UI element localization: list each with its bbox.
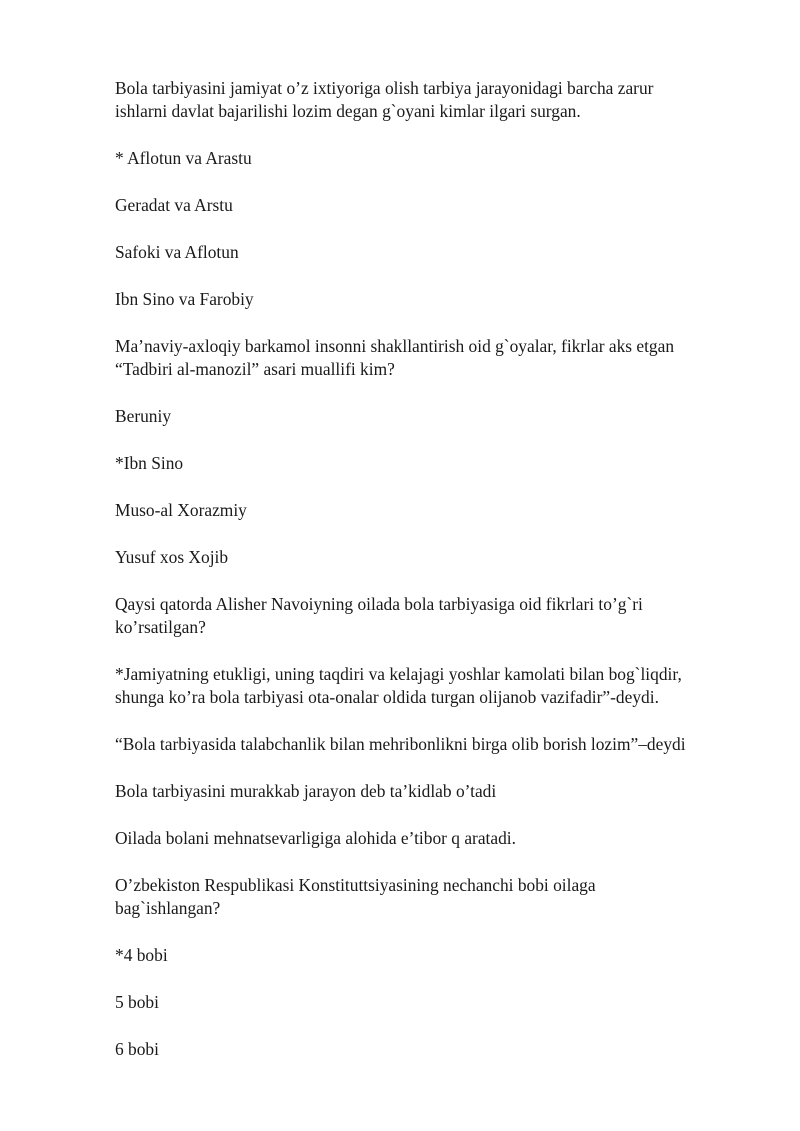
question-line: bag`ishlangan? [115,898,221,918]
answer-line: shunga ko’ra bola tarbiyasi ota-onalar oldida turgan olijanob vazifadir”-deydi. [115,687,659,707]
question-text [115,77,745,123]
question-line: O’zbekiston Respublikasi Konstituttsiyasining nechanchi bobi oilaga [115,875,596,895]
question-text [115,593,745,639]
answer-option: Safoki va Aflotun [115,242,239,262]
answer-option: * Aflotun va Arastu [115,148,252,168]
answer-option: 6 bobi [115,1039,159,1059]
question-line: Bola tarbiyasini jamiyat o’z ixtiyoriga olish tarbiya jarayonidagi barcha zarur [115,78,654,98]
answer-option [115,733,745,756]
answer-line: Oilada bolani mehnatsevarligiga alohida e’tibor q aratadi. [115,828,516,848]
answer-option: Yusuf xos Xojib [115,547,229,567]
answer-option [115,780,745,803]
question-line: Ma’naviy-axloqiy barkamol insonni shakllantirish oid g`oyalar, fikrlar aks etgan [115,336,675,356]
answer-option: Geradat va Arstu [115,195,233,215]
question-text [115,874,745,920]
question-line: ko’rsatilgan? [115,617,206,637]
answer-line: “Bola tarbiyasida talabchanlik bilan mehribonlikni birga olib borish lozim”–deydi [115,734,686,754]
question-text [115,335,745,381]
answer-option: *Ibn Sino [115,453,184,473]
answer-option: Beruniy [115,406,172,426]
document-body [115,77,745,1085]
question-line: “Tadbiri al-manozil” asari muallifi kim? [115,359,395,379]
answer-line: Bola tarbiyasini murakkab jarayon deb ta’kidlab o’tadi [115,781,497,801]
answer-option: Ibn Sino va Farobiy [115,289,254,309]
answer-option [115,663,745,709]
answer-option: *4 bobi [115,945,168,965]
question-line: Qaysi qatorda Alisher Navoiyning oilada bola tarbiyasiga oid fikrlari to’g`ri [115,594,643,614]
answer-option: 5 bobi [115,992,159,1012]
answer-option: Muso-al Xorazmiy [115,500,247,520]
question-line: ishlarni davlat bajarilishi lozim degan g`oyani kimlar ilgari surgan. [115,101,581,121]
answer-line: *Jamiyatning etukligi, uning taqdiri va kelajagi yoshlar kamolati bilan bog`liqdir, [115,664,682,684]
answer-option [115,827,745,850]
